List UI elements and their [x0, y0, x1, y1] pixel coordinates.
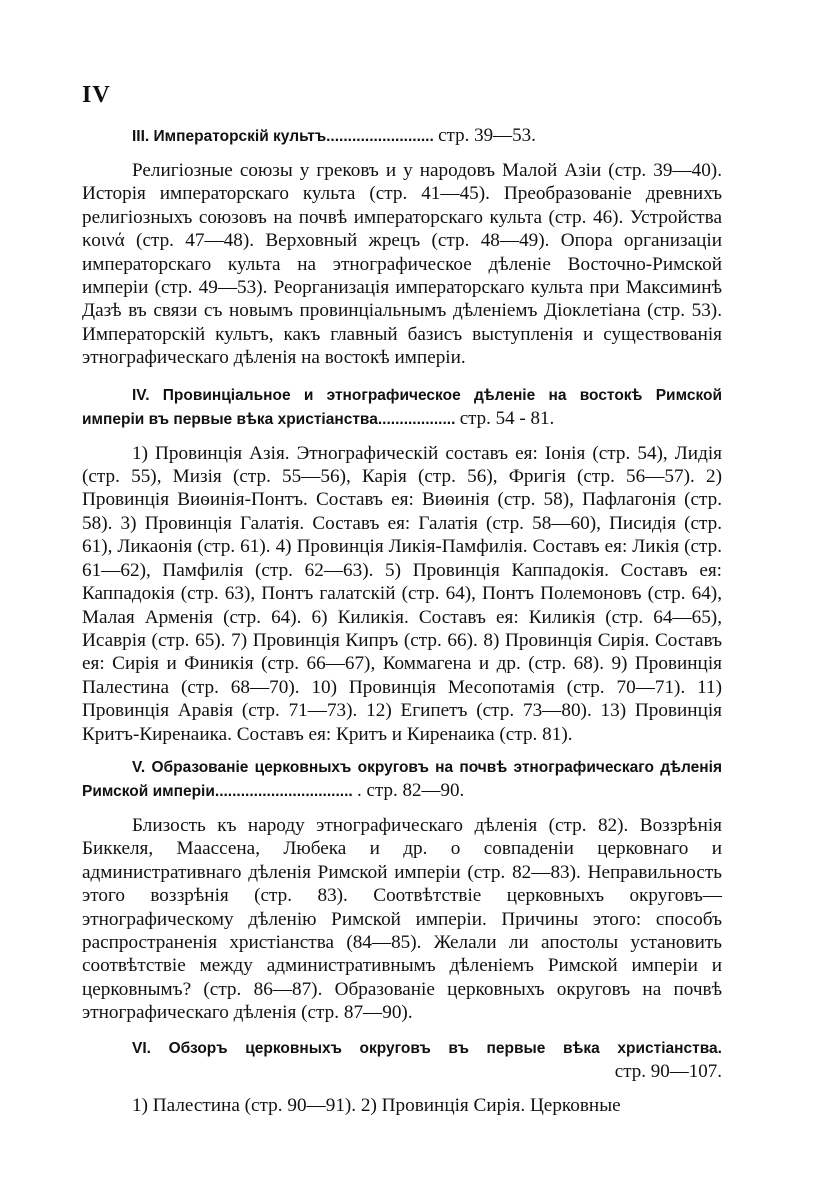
section-3-pages: стр. 39—53.: [438, 125, 536, 146]
section-4-summary: 1) Провинція Азія. Этнографическій составъ ея: Іонія (стр. 54), Лидія (стр. 55), Мизія (стр. 55—56), Карія (стр. 56), Фригія (стр. 56—57). 2) Провинція Виѳинія-Понтъ. Составъ ея: Виѳинія (стр. 58), Пафлагонія (стр. 58). 3) Провинція Галатія. Составъ ея: Галатія (стр. 58—60), Писидія (стр. 61), Ликаонія (стр. 61). 4) Провинція Ликія-Памфилія. Составъ ея: Ликія (стр. 61—62), Памфилія (стр. 62—63). 5) Провинція Каппадокія. Составъ ея: Каппадокія (стр. 63), Понтъ галатскій (стр. 64), Понтъ Полемоновъ (стр. 64), Малая Арменія (стр. 64). 6) Киликія. Составъ ея: Киликія (стр. 64—65), Исаврія (стр. 65). 7) Провинція Кипръ (стр. 66). 8) Провинція Сирія. Составъ ея: Сирія и Финикія (стр. 66—67), Коммагена и др. (стр. 68). 9) Провинція Палестина (стр. 68—70). 10) Провинція Месопотамія (стр. 70—71). 11) Провинція Аравія (стр. 71—73). 12) Египетъ (стр. 73—80). 13) Провинція Критъ-Киренаика. Составъ ея: Критъ и Киренаика (стр. 81).: [82, 442, 722, 745]
section-5-pages: . стр. 82—90.: [357, 779, 465, 801]
section-5-heading: [82, 756, 722, 803]
section-3-summary: Религіозные союзы у грековъ и у народовъ Малой Азіи (стр. 39—40). Исторія императорскаго культа (стр. 41—45). Преобразованіе древнихъ религіозныхъ союзовъ на почвѣ императорскаго культа (стр. 46). Устройства κοινά (стр. 47—48). Верховный жрецъ (стр. 48—49). Опора организаціи императорскаго культа на этнографическое дѣленіе Восточно-Римской имперіи (стр. 49—53). Реорганизація императорскаго культа при Максиминѣ Дазѣ въ связи съ новымъ провинціальнымъ дѣленіемъ Діоклетіана (стр. 53). Императорскій культъ, какъ главный базисъ выступленія и существованія этнографическаго дѣленія на востокѣ имперіи.: [82, 160, 722, 369]
table-of-contents: [82, 120, 722, 1126]
section-6-pages: стр. 90—107.: [614, 1060, 722, 1082]
section-5-title: V. Образованіе церковныхъ округовъ на почвѣ этнографическаго дѣленія Римской имперіи................................: [82, 758, 722, 800]
section-6-heading: [82, 1037, 722, 1060]
section-4-heading: [82, 384, 722, 431]
section-3-title: III. Императорскій культъ.........................: [132, 128, 434, 145]
section-6-summary: 1) Палестина (стр. 90—91). 2) Провинція Сирія. Церковные: [132, 1094, 621, 1116]
section-4-pages: стр. 54 - 81.: [459, 407, 555, 429]
section-4-title: IV. Провинціальное и этнографическое дѣленіе на востокѣ Римской имперіи въ первые вѣка христіанства..................: [82, 386, 722, 428]
section-3-heading: [82, 124, 722, 148]
section-6-title: VI. Обзоръ церковныхъ округовъ въ первые вѣка христіанства.: [132, 1039, 722, 1057]
section-5-summary: Близость къ народу этнографическаго дѣленія (стр. 82). Воззрѣнія Биккеля, Маассена, Любека и др. о совпаденіи церковнаго и административнаго дѣленія Римской имперіи (стр. 82—83). Неправильность этого воззрѣнія (стр. 83). Соотвѣтствіе церковныхъ округовъ—этнографическому дѣленію Римской имперіи. Причины этого: способъ распространенія христіанства (84—85). Желали ли апостолы установить соотвѣтствіе между административнымъ дѣленіемъ Римской имперіи и церковнымъ? (стр. 86—87). Образованіе церковныхъ округовъ на почвѣ этнографическаго дѣленія (стр. 87—90).: [82, 814, 722, 1024]
page-number: IV: [82, 82, 111, 108]
